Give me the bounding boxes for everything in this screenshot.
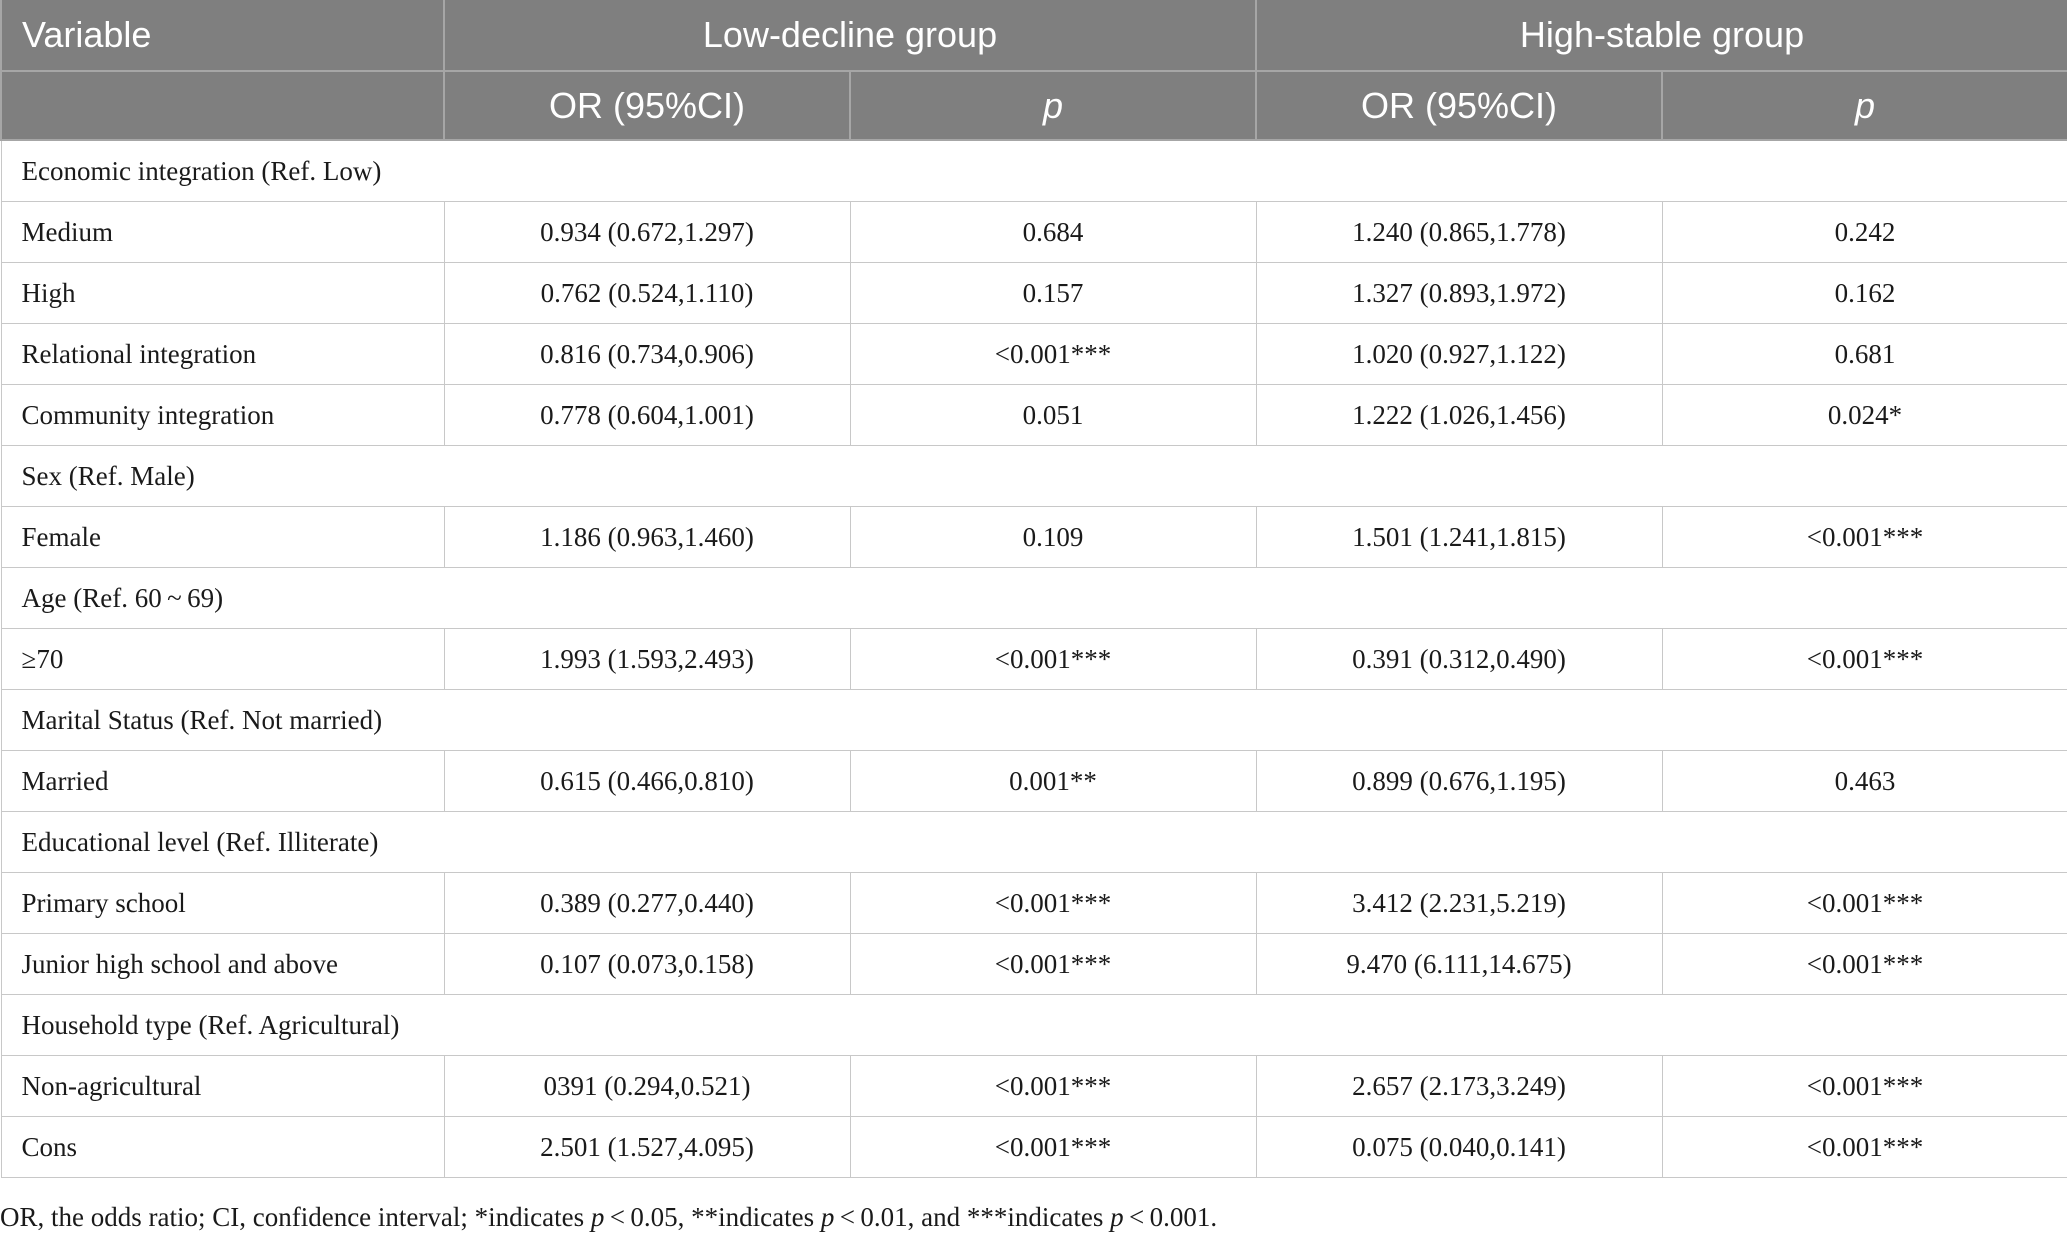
row-label: Primary school xyxy=(1,873,444,934)
or-low-decline-cell: 0.107 (0.073,0.158) xyxy=(444,934,850,995)
or-low-decline-cell: 0.816 (0.734,0.906) xyxy=(444,324,850,385)
header-row-groups xyxy=(1,0,2067,71)
row-label: Relational integration xyxy=(1,324,444,385)
or-high-stable-cell: 0.899 (0.676,1.195) xyxy=(1256,751,1662,812)
or-high-stable-cell: 2.657 (2.173,3.249) xyxy=(1256,1056,1662,1117)
section-label: Economic integration (Ref. Low) xyxy=(1,140,2067,202)
table-row xyxy=(1,263,2067,324)
table-row xyxy=(1,873,2067,934)
or-low-decline-cell: 0.934 (0.672,1.297) xyxy=(444,202,850,263)
row-label: Community integration xyxy=(1,385,444,446)
table-row xyxy=(1,324,2067,385)
or-low-decline-cell: 0391 (0.294,0.521) xyxy=(444,1056,850,1117)
or-low-decline-cell: 0.389 (0.277,0.440) xyxy=(444,873,850,934)
p-low-decline-cell: <0.001*** xyxy=(850,873,1256,934)
table-row xyxy=(1,507,2067,568)
table-row xyxy=(1,934,2067,995)
footnote-text-2: < 0.05, **indicates xyxy=(604,1202,821,1232)
header-empty-cell xyxy=(1,71,444,140)
section-row xyxy=(1,995,2067,1056)
p-high-stable-cell: <0.001*** xyxy=(1662,873,2067,934)
section-row xyxy=(1,690,2067,751)
p-high-stable-cell: <0.001*** xyxy=(1662,507,2067,568)
or-high-stable-cell: 9.470 (6.111,14.675) xyxy=(1256,934,1662,995)
p-high-stable-cell: <0.001*** xyxy=(1662,1056,2067,1117)
p-high-stable-cell: <0.001*** xyxy=(1662,934,2067,995)
row-label: Female xyxy=(1,507,444,568)
header-low-decline-group: Low-decline group xyxy=(444,0,1256,71)
p-low-decline-cell: 0.109 xyxy=(850,507,1256,568)
p-low-decline-cell: <0.001*** xyxy=(850,1117,1256,1178)
header-high-stable-group: High-stable group xyxy=(1256,0,2067,71)
table-header xyxy=(1,0,2067,140)
table-footnote xyxy=(0,1202,2067,1233)
header-or-low-decline: OR (95%CI) xyxy=(444,71,850,140)
header-p-high-stable: p xyxy=(1662,71,2067,140)
p-low-decline-cell: <0.001*** xyxy=(850,934,1256,995)
section-label: Educational level (Ref. Illiterate) xyxy=(1,812,2067,873)
section-label: Marital Status (Ref. Not married) xyxy=(1,690,2067,751)
row-label: Junior high school and above xyxy=(1,934,444,995)
or-high-stable-cell: 1.327 (0.893,1.972) xyxy=(1256,263,1662,324)
row-label: High xyxy=(1,263,444,324)
p-high-stable-cell: <0.001*** xyxy=(1662,629,2067,690)
footnote-p-symbol: p xyxy=(1110,1202,1124,1232)
footnote-text-1: OR, the odds ratio; CI, confidence interval; *indicates xyxy=(0,1202,591,1232)
header-row-stats xyxy=(1,71,2067,140)
or-high-stable-cell: 3.412 (2.231,5.219) xyxy=(1256,873,1662,934)
section-row xyxy=(1,568,2067,629)
table-row xyxy=(1,1056,2067,1117)
p-low-decline-cell: <0.001*** xyxy=(850,324,1256,385)
footnote-p-symbol: p xyxy=(590,1202,605,1232)
p-low-decline-cell: 0.157 xyxy=(850,263,1256,324)
table-row xyxy=(1,385,2067,446)
or-low-decline-cell: 0.778 (0.604,1.001) xyxy=(444,385,850,446)
section-label: Age (Ref. 60 ~ 69) xyxy=(1,568,2067,629)
section-row xyxy=(1,812,2067,873)
table-row xyxy=(1,1117,2067,1178)
table-row xyxy=(1,202,2067,263)
header-variable: Variable xyxy=(1,0,444,71)
row-label: Non-agricultural xyxy=(1,1056,444,1117)
row-label: Married xyxy=(1,751,444,812)
p-high-stable-cell: 0.024* xyxy=(1662,385,2067,446)
section-label: Sex (Ref. Male) xyxy=(1,446,2067,507)
p-high-stable-cell: <0.001*** xyxy=(1662,1117,2067,1178)
table-body xyxy=(1,140,2067,1178)
section-row xyxy=(1,140,2067,202)
p-high-stable-cell: 0.681 xyxy=(1662,324,2067,385)
or-high-stable-cell: 1.222 (1.026,1.456) xyxy=(1256,385,1662,446)
or-high-stable-cell: 1.020 (0.927,1.122) xyxy=(1256,324,1662,385)
footnote-text-3: < 0.01, and ***indicates xyxy=(834,1202,1111,1232)
p-low-decline-cell: 0.684 xyxy=(850,202,1256,263)
footnote-p-symbol: p xyxy=(820,1202,835,1232)
or-low-decline-cell: 0.615 (0.466,0.810) xyxy=(444,751,850,812)
header-p-low-decline: p xyxy=(850,71,1256,140)
table-row xyxy=(1,751,2067,812)
row-label: ≥70 xyxy=(1,629,444,690)
table-row xyxy=(1,629,2067,690)
or-low-decline-cell: 1.186 (0.963,1.460) xyxy=(444,507,850,568)
or-high-stable-cell: 0.075 (0.040,0.141) xyxy=(1256,1117,1662,1178)
row-label: Cons xyxy=(1,1117,444,1178)
row-label: Medium xyxy=(1,202,444,263)
or-high-stable-cell: 1.240 (0.865,1.778) xyxy=(1256,202,1662,263)
or-high-stable-cell: 0.391 (0.312,0.490) xyxy=(1256,629,1662,690)
p-high-stable-cell: 0.463 xyxy=(1662,751,2067,812)
or-low-decline-cell: 0.762 (0.524,1.110) xyxy=(444,263,850,324)
p-low-decline-cell: <0.001*** xyxy=(850,1056,1256,1117)
p-low-decline-cell: 0.001** xyxy=(850,751,1256,812)
p-high-stable-cell: 0.242 xyxy=(1662,202,2067,263)
or-low-decline-cell: 2.501 (1.527,4.095) xyxy=(444,1117,850,1178)
or-high-stable-cell: 1.501 (1.241,1.815) xyxy=(1256,507,1662,568)
section-label: Household type (Ref. Agricultural) xyxy=(1,995,2067,1056)
p-low-decline-cell: <0.001*** xyxy=(850,629,1256,690)
p-low-decline-cell: 0.051 xyxy=(850,385,1256,446)
footnote-text-4: < 0.001. xyxy=(1123,1202,1218,1232)
section-row xyxy=(1,446,2067,507)
p-high-stable-cell: 0.162 xyxy=(1662,263,2067,324)
header-or-high-stable: OR (95%CI) xyxy=(1256,71,1662,140)
or-low-decline-cell: 1.993 (1.593,2.493) xyxy=(444,629,850,690)
